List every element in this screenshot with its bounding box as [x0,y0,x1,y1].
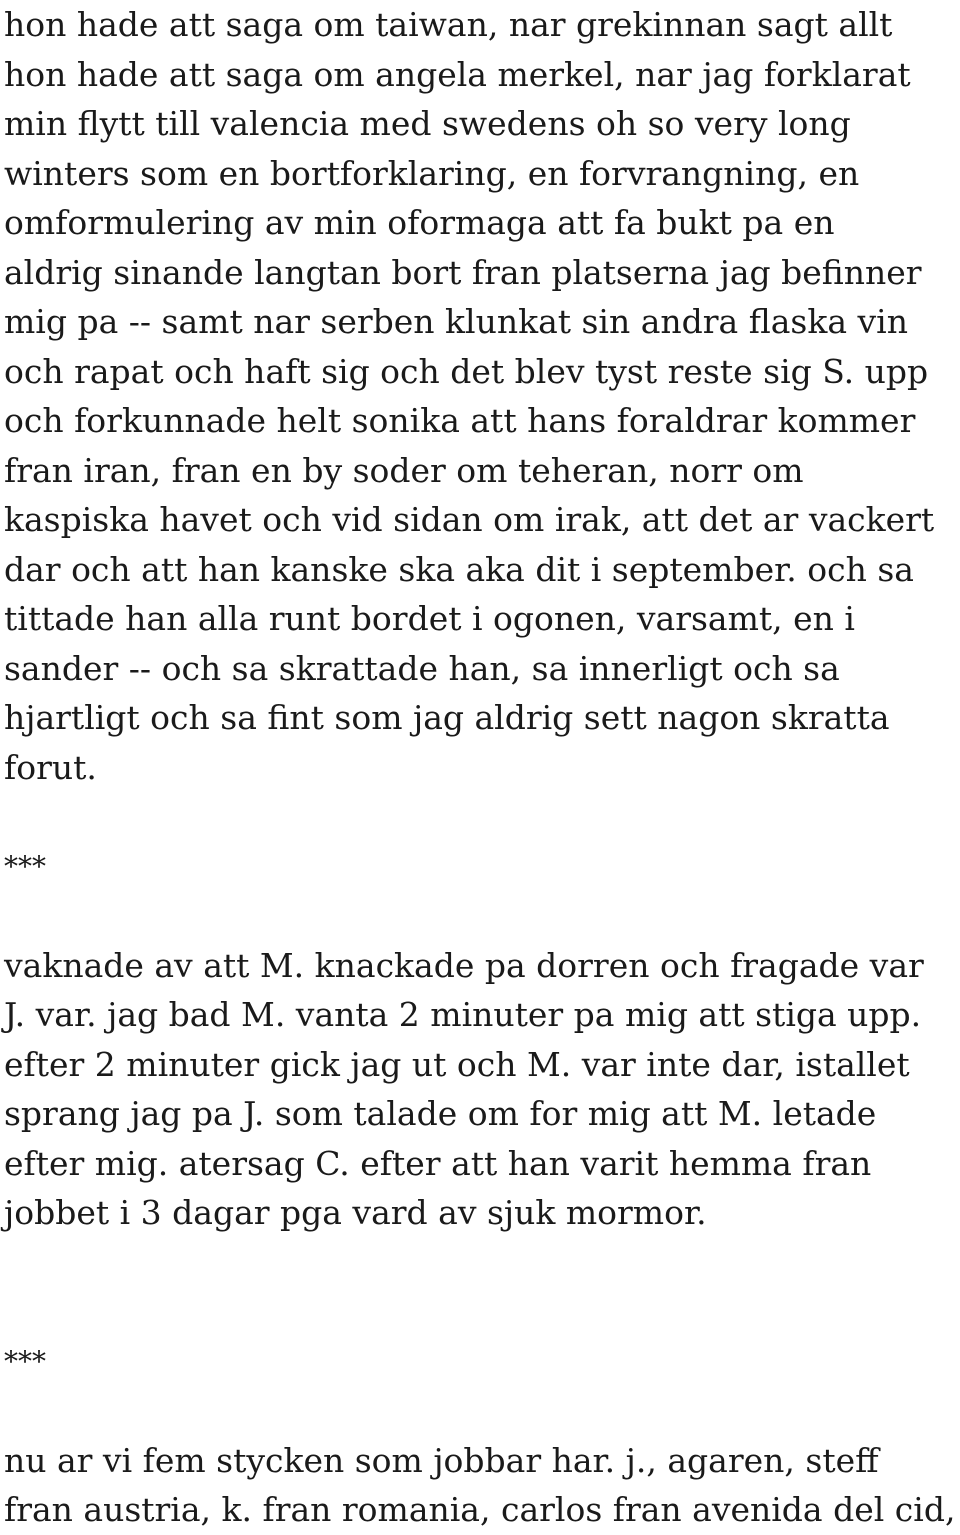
text-line: efter mig. atersag C. efter att han varit hemma fran [4,1143,872,1183]
text-line: sprang jag pa J. som talade om for mig att M. letade [4,1094,877,1133]
blank-line [4,1287,960,1337]
text-line: jobbet i 3 dagar pga vard av sjuk mormor. [4,1193,707,1232]
text-line: vaknade av att M. knackade pa dorren och fragade var [4,945,924,985]
text-line: nu ar vi fem stycken som jobbar har. j., agaren, steff [4,1440,879,1480]
paragraph [4,941,960,1238]
text-line: min flytt till valencia med swedens oh so very long [4,104,851,143]
text-line: och rapat och haft sig och det blev tyst reste sig S. upp [4,351,929,391]
section-separator: *** [4,1344,46,1378]
text-line: efter 2 minuter gick jag ut och M. var inte dar, istallet [4,1044,910,1084]
text-line: hon hade att saga om taiwan, nar grekinnan sagt allt [4,5,893,44]
paragraph [4,0,960,792]
paragraph [4,1436,960,1535]
text-line: forut. [4,747,97,787]
section-separator: *** [4,849,46,883]
text-line: kaspiska havet och vid sidan om irak, att det ar vackert [4,500,935,539]
text-line: fran austria, k. fran romania, carlos fran avenida del cid, [4,1490,956,1529]
text-line: hjartligt och sa fint som jag aldrig sett nagon skratta [4,698,890,737]
text-line: omformulering av min oformaga att fa bukt pa en [4,203,835,242]
blank-line [4,1238,960,1288]
text-line: fran iran, fran en by soder om teheran, norr om [4,450,804,490]
blank-line [4,1386,960,1436]
text-line: dar och att han kanske ska aka dit i september. och sa [4,549,914,589]
text-line: mig pa -- samt nar serben klunkat sin andra flaska vin [4,302,908,341]
text-line: aldrig sinande langtan bort fran platserna jag befinner [4,252,922,292]
text-line: J. var. jag bad M. vanta 2 minuter pa mig att stiga upp. [4,995,922,1034]
blank-line [4,891,960,941]
blank-line [4,792,960,842]
text-line: winters som en bortforklaring, en forvrangning, en [4,153,860,193]
text-line: hon hade att saga om angela merkel, nar jag forklarat [4,54,911,94]
text-line: tittade han alla runt bordet i ogonen, varsamt, en i [4,599,855,638]
document-page [4,0,960,1535]
text-line: och forkunnade helt sonika att hans foraldrar kommer [4,401,916,440]
text-line: sander -- och sa skrattade han, sa innerligt och sa [4,648,840,688]
